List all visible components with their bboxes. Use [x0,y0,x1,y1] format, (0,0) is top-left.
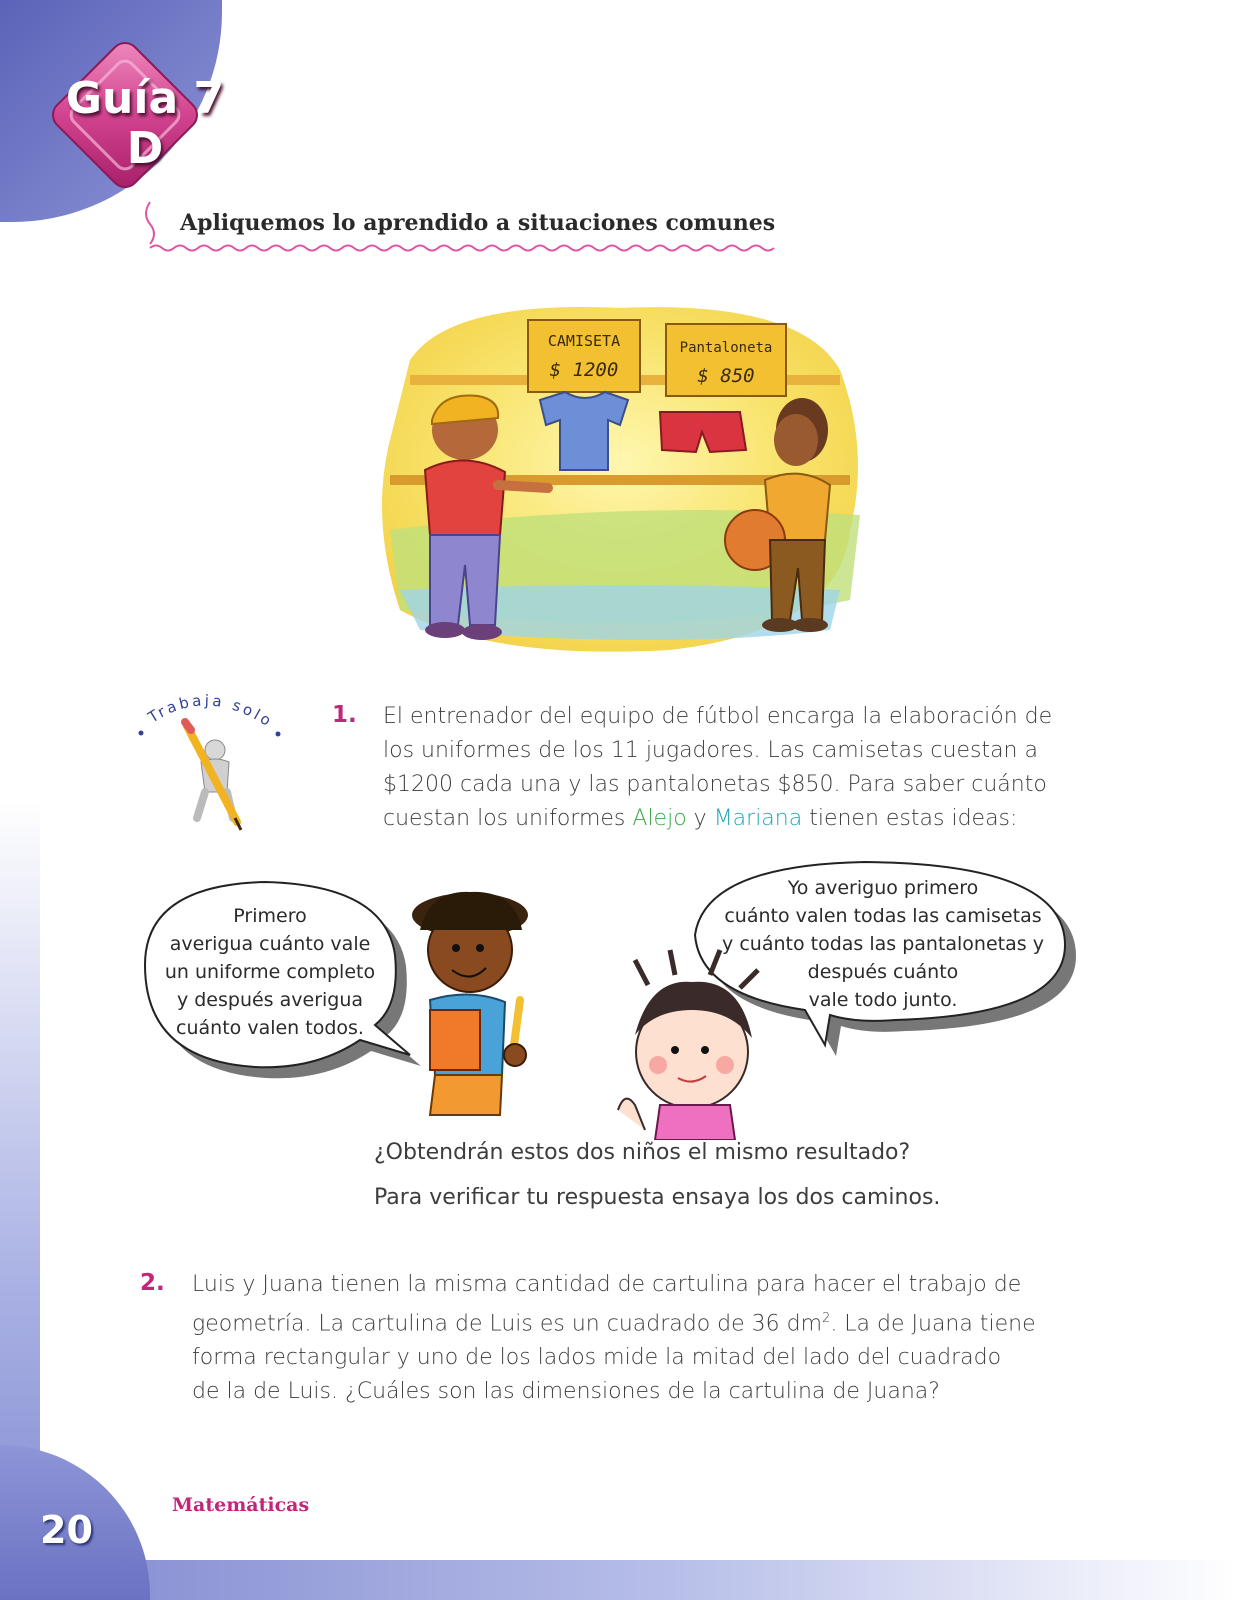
shorts-sign-label: Pantaloneta [679,340,773,356]
shirt-sign-price: $ 1200 [549,359,619,381]
shirt-sign-label: CAMISETA [547,332,621,350]
problem-1-line-4-start: cuestan los uniformes [383,806,633,831]
guide-letter: D [126,123,164,174]
mariana-bubble-line-4: después cuánto [807,961,959,983]
problem-2-number: 2. [140,1270,165,1296]
alejo-speech-bubble [150,902,390,1042]
mariana-speech-bubble [708,874,1058,1014]
problem-2-line-4: de la de Luis. ¿Cuáles son las dimensiones de la cartulina de Juana? [192,1379,940,1405]
svg-text:Trabaja solo [144,691,277,731]
section-heading: Apliquemos lo aprendido a situaciones comunes [180,210,776,236]
problem-1-line-2: los uniformes de los 11 jugadores. Las camisetas cuestan a [383,738,1038,763]
problem-1-line-4-and: y [686,806,714,831]
alejo-bubble-line-2: averigua cuánto vale [169,933,371,955]
problem-2-text [192,1268,1036,1409]
problem-2-line-2 [192,1302,1036,1341]
problem-1-number: 1. [332,702,357,728]
mariana-bubble-line-1: Yo averiguo primero [787,877,979,899]
problem-1-line-3: $1200 cada una y las pantalonetas $850. Para saber cuánto [383,772,1047,797]
shorts-sign-price: $ 850 [697,365,755,387]
name-mariana: Mariana [713,806,803,831]
footer-subject: Matemáticas [172,1494,310,1516]
problem-2-line-2-start: geometría. La cartulina de Luis es un cuadrado de 36 dm [192,1311,823,1337]
alejo-bubble-line-5: cuánto valen todos. [176,1017,364,1039]
problem-1-line-4-end: tienen estas ideas: [802,806,1018,831]
problem-1-line-1: El entrenador del equipo de fútbol encarga la elaboración de [383,704,1053,729]
bottom-band-decoration [0,1560,1236,1600]
mariana-bubble-line-3: y cuánto todas las pantalonetas y [722,933,1044,955]
problem-1-question: ¿Obtendrán estos dos niños el mismo resultado? [374,1140,911,1165]
page-number: 20 [40,1508,93,1552]
problem-2-exponent: 2 [822,1311,831,1326]
problem-1-text [383,700,1052,836]
store-illustration [370,300,870,660]
alejo-bubble-line-4: y después averigua [176,989,364,1011]
problem-1-instruction: Para verificar tu respuesta ensaya los dos caminos. [374,1185,941,1210]
problem-2-line-1: Luis y Juana tienen la misma cantidad de cartulina para hacer el trabajo de [192,1272,1022,1297]
problem-1-line-4 [383,802,1052,836]
guide-title: Guía 7 [65,73,225,124]
mariana-bubble-line-2: cuánto valen todas las camisetas [724,905,1042,927]
alejo-bubble-line-3: un uniforme completo [164,961,376,983]
work-alone-label: Trabaja solo [144,691,277,732]
guide-badge-text [60,74,230,174]
work-alone-icon [135,690,295,840]
problem-2-line-3: forma rectangular y uno de los lados mide la mitad del lado del cuadrado [192,1345,1002,1371]
mariana-bubble-line-5: vale todo junto. [808,989,958,1011]
problem-2-line-2-end: . La de Juana tiene [830,1311,1036,1337]
alejo-bubble-line-1: Primero [233,905,307,927]
name-alejo: Alejo [632,806,687,831]
